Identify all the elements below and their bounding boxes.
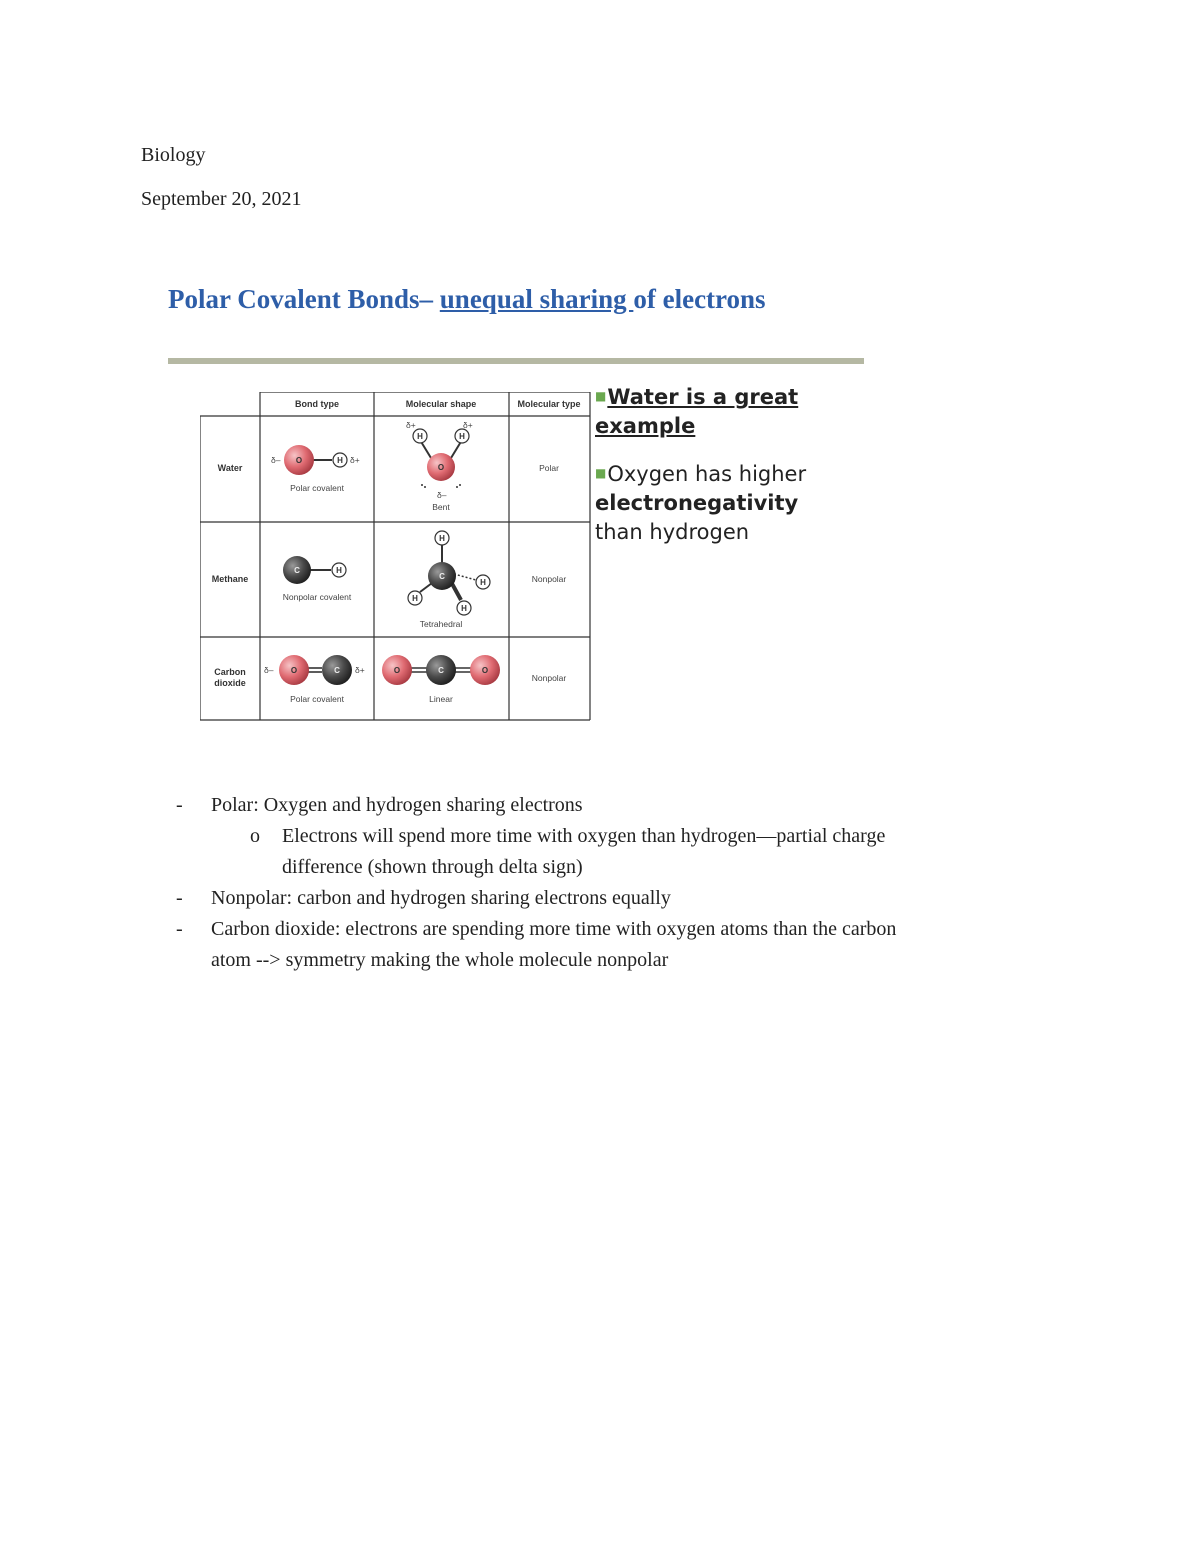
delta-minus-label: δ– xyxy=(437,490,447,500)
carbon-atom-label: C xyxy=(294,566,300,575)
slide-notes xyxy=(595,382,865,547)
hydrogen-atom-label: H xyxy=(459,432,465,441)
carbon-atom-label: C xyxy=(334,666,340,675)
shape-caption-carbon-dioxide: Linear xyxy=(429,694,453,704)
carbon-atom-label: C xyxy=(438,666,444,675)
document-date: September 20, 2021 xyxy=(141,188,302,210)
slide-divider xyxy=(168,358,864,364)
water-bond-diagram xyxy=(271,445,360,493)
shape-caption-water: Bent xyxy=(432,502,450,512)
square-bullet-icon: ■ xyxy=(595,466,607,480)
oxygen-atom-label: O xyxy=(437,463,445,472)
oxygen-atom-label: O xyxy=(290,666,298,675)
slide-point-2 xyxy=(595,459,865,547)
row-label-methane: Methane xyxy=(211,574,249,584)
bond-table xyxy=(200,392,592,724)
hydrogen-atom-label: H xyxy=(336,566,342,575)
hydrogen-atom-label: H xyxy=(417,432,423,441)
header-molecular-type: Molecular type xyxy=(517,399,581,409)
row-label-carbon: Carbon xyxy=(214,667,246,677)
slide-point-1 xyxy=(595,382,865,441)
bond-caption-methane: Nonpolar covalent xyxy=(282,592,352,602)
bond-caption-carbon-dioxide: Polar covalent xyxy=(290,694,344,704)
row-label-water: Water xyxy=(217,463,243,473)
methane-bond-diagram xyxy=(283,556,352,602)
hydrogen-atom-label: H xyxy=(337,456,343,465)
delta-plus-label: δ+ xyxy=(406,420,416,430)
oxygen-atom-label: O xyxy=(393,666,401,675)
slide-point-1-line2: example xyxy=(595,414,696,438)
dash-marker: - xyxy=(176,887,183,909)
slide-point-2-bold: electronegativity xyxy=(595,491,799,515)
slide-title xyxy=(168,284,766,315)
carbon-atom-label: C xyxy=(439,572,445,581)
hydrogen-atom-label: H xyxy=(480,578,486,587)
water-shape-diagram xyxy=(406,420,473,512)
bond-table-graphic xyxy=(200,392,592,724)
type-water: Polar xyxy=(539,463,559,473)
bond-caption-water: Polar covalent xyxy=(290,483,344,493)
slide-title-part2: of electrons xyxy=(633,284,766,314)
header-bond-type: Bond type xyxy=(295,399,339,409)
list-item-text: Polar: Oxygen and hydrogen sharing electrons xyxy=(211,794,583,816)
methane-shape-diagram xyxy=(408,531,490,629)
hydrogen-atom-label: H xyxy=(461,604,467,613)
carbon-dioxide-shape-diagram xyxy=(382,655,500,704)
list-item-text: atom --> symmetry making the whole molecule nonpolar xyxy=(211,949,669,971)
slide-point-1-line1: Water is a great xyxy=(607,385,799,409)
slide-title-underlined: unequal sharing xyxy=(439,284,634,314)
slide-title-part1: Polar Covalent Bonds– xyxy=(168,284,440,314)
list-item-text: difference (shown through delta sign) xyxy=(282,856,583,878)
type-carbon-dioxide: Nonpolar xyxy=(531,673,567,683)
delta-minus-label: δ– xyxy=(271,455,281,465)
oxygen-atom-label: O xyxy=(481,666,489,675)
square-bullet-icon: ■ xyxy=(595,389,607,403)
delta-plus-label: δ+ xyxy=(463,420,473,430)
shape-caption-methane: Tetrahedral xyxy=(419,619,463,629)
list-item-text: Nonpolar: carbon and hydrogen sharing electrons equally xyxy=(211,887,671,909)
list-item-text: Carbon dioxide: electrons are spending more time with oxygen atoms than the carbon xyxy=(211,918,897,940)
hydrogen-atom-label: H xyxy=(412,594,418,603)
delta-plus-label: δ+ xyxy=(350,455,360,465)
delta-minus-label: δ– xyxy=(264,665,274,675)
hydrogen-atom-label: H xyxy=(439,534,445,543)
delta-plus-label: δ+ xyxy=(355,665,365,675)
slide-point-2-part1: Oxygen has higher xyxy=(607,462,807,486)
header-molecular-shape: Molecular shape xyxy=(405,399,477,409)
dash-marker: - xyxy=(176,794,183,816)
circle-marker: o xyxy=(250,825,260,847)
oxygen-atom-label: O xyxy=(295,456,303,465)
slide-image xyxy=(160,270,868,768)
type-methane: Nonpolar xyxy=(531,574,567,584)
document-subject: Biology xyxy=(141,144,206,166)
list-item-text: Electrons will spend more time with oxygen than hydrogen—partial charge xyxy=(282,825,886,847)
carbon-dioxide-bond-diagram xyxy=(264,655,365,704)
slide-point-2-part2: than hydrogen xyxy=(595,520,750,544)
row-label-dioxide: dioxide xyxy=(214,678,246,688)
dash-marker: - xyxy=(176,918,183,940)
